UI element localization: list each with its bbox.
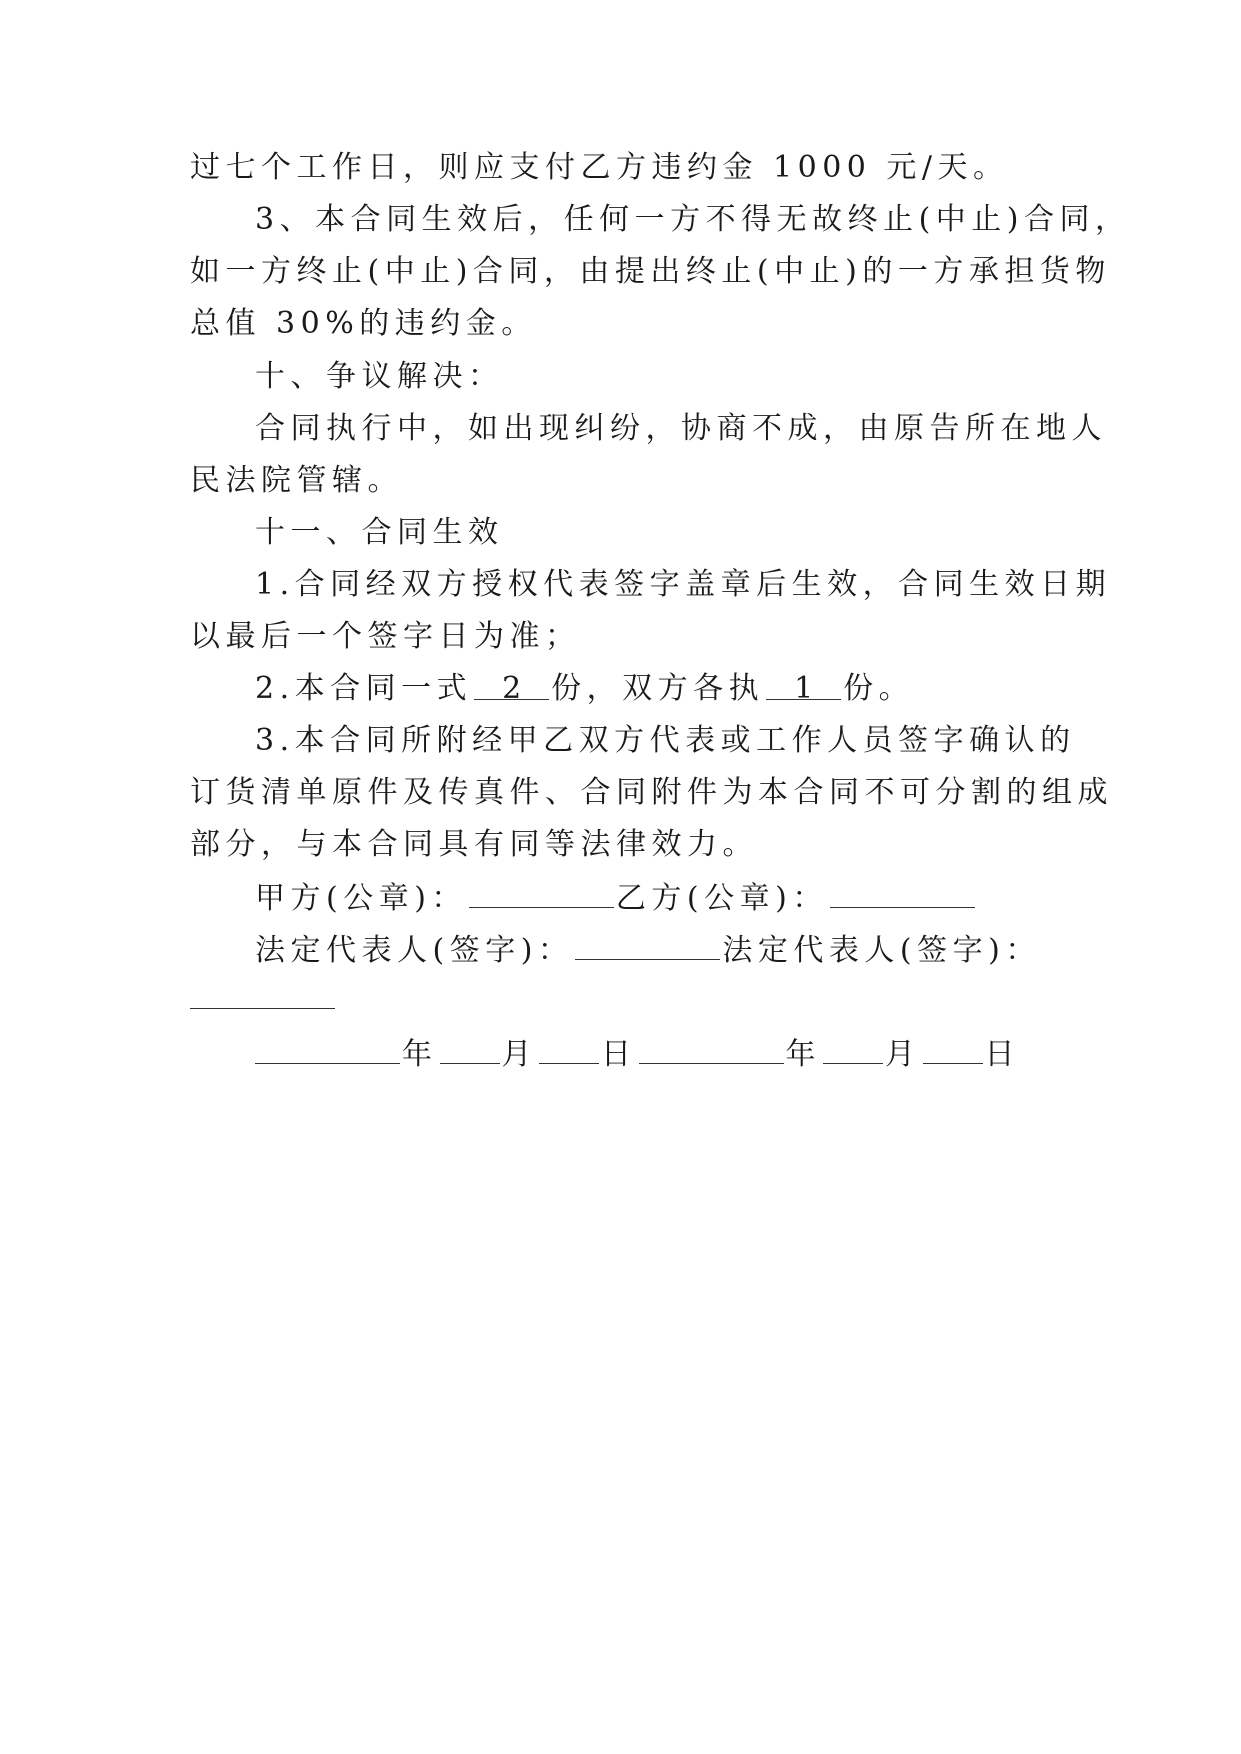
party-a-rep-label: 法定代表人(签字)：	[255, 933, 574, 968]
party-b-seal-label: 乙方(公章)：	[615, 881, 828, 916]
party-b-rep-line	[190, 978, 1070, 1020]
party-a-seal-label: 甲方(公章)：	[255, 881, 467, 916]
clause-3-line-1: 3、本合同生效后，任何一方不得无故终止(中止)合同，	[255, 202, 1131, 237]
copies-mid: 份，双方各执	[551, 671, 765, 706]
party-b-year-field[interactable]	[639, 1033, 784, 1064]
section-heading-effect: 十一、合同生效	[255, 515, 504, 550]
effect-clause-3-line-3: 部分，与本合同具有同等法律效力。	[190, 827, 758, 862]
party-a-rep-field[interactable]	[575, 929, 720, 960]
party-b-month-field[interactable]	[823, 1033, 883, 1064]
copies-each-field[interactable]: 1	[766, 669, 841, 700]
effect-clause-2	[255, 669, 1075, 709]
clause-3-line-3: 总值 30%的违约金。	[190, 306, 537, 341]
effect-clause-3-line-2: 订货清单原件及传真件、合同附件为本合同不可分割的组成	[190, 775, 1113, 810]
dispute-line-2: 民法院管辖。	[190, 463, 403, 498]
party-a-month-field[interactable]	[440, 1033, 500, 1064]
effect-clause-3-line-1: 3.本合同所附经甲乙双方代表或工作人员签字确认的	[255, 723, 1076, 758]
effect-clause-1-line-1: 1.合同经双方授权代表签字盖章后生效，合同生效日期	[255, 567, 1112, 602]
effect-clause-1-line-2: 以最后一个签字日为准；	[190, 619, 581, 654]
party-b-day-field[interactable]	[923, 1033, 983, 1064]
party-a-year-field[interactable]	[255, 1033, 400, 1064]
seal-line	[255, 877, 1075, 919]
representative-line	[255, 929, 1075, 971]
party-b-seal-field[interactable]	[830, 877, 975, 908]
dispute-line-1: 合同执行中，如出现纠纷，协商不成，由原告所在地人	[255, 411, 1107, 446]
party-b-rep-label: 法定代表人(签字)：	[722, 933, 1041, 968]
day-label: 日	[601, 1037, 637, 1072]
month-label: 月	[885, 1037, 921, 1072]
month-label: 月	[501, 1037, 537, 1072]
clause-3-line-2: 如一方终止(中止)合同，由提出终止(中止)的一方承担货物	[190, 254, 1111, 289]
party-a-seal-field[interactable]	[469, 877, 614, 908]
year-label: 年	[785, 1037, 821, 1072]
copies-suffix: 份。	[843, 671, 915, 706]
year-label: 年	[402, 1037, 438, 1072]
copies-total-field[interactable]: 2	[474, 669, 549, 700]
party-b-rep-field[interactable]	[190, 978, 335, 1009]
party-a-day-field[interactable]	[539, 1033, 599, 1064]
section-heading-dispute: 十、争议解决：	[255, 359, 504, 394]
date-line	[255, 1033, 1075, 1075]
copies-prefix: 2.本合同一式	[255, 671, 473, 706]
paragraph-line: 过七个工作日，则应支付乙方违约金 1000 元/天。	[190, 150, 1009, 185]
day-label: 日	[984, 1037, 1020, 1072]
